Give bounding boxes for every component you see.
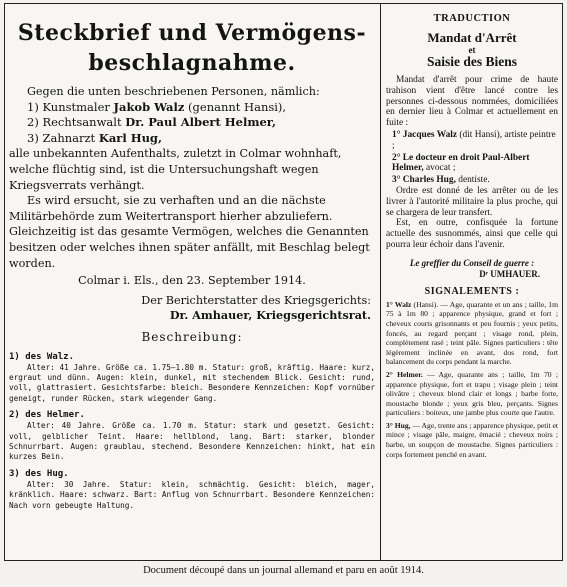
french-paragraph-2: Ordre est donné de les arrêter ou de les livrer à l'autorité militaire la plus proche, qui se chargera de leur transfert. — [386, 185, 558, 218]
french-person: 2° Le docteur en droit Paul-Albert Helmer, avocat ; — [392, 152, 530, 174]
french-column — [386, 8, 558, 556]
german-title-line2: beschlagnahme. — [88, 50, 296, 76]
column-divider — [380, 4, 381, 560]
german-person: 1) Kunstmaler Jakob Walz (genannt Hansi), — [27, 99, 287, 114]
german-person-list — [27, 100, 375, 147]
german-intro: Gegen die unten beschriebenen Personen, nämlich: — [27, 85, 320, 98]
german-column — [9, 8, 375, 556]
signalement-hug: 3° Hug, — Age, trente ans ; apparence physique, petit et mince ; visage pâle, maigre, émacié ; cheveux noirs ; barbe, un soupçon de moustache. Signes particuliers : corps fortement penché en avant. — [386, 420, 558, 459]
description-hug: Alter: 30 Jahre. Statur: klein, schmächtig. Gesicht: bleich, mager, kränklich. Haare: schwarz. Bart: Anflug von Schnurrbart. Besondere Kennzeichen: Nach vorn gebeugte Haltung. — [9, 479, 375, 510]
description-heading-walz: 1) des Walz. — [9, 351, 75, 362]
german-signer-role: Der Berichterstatter des Kriegsgerichts: — [141, 293, 371, 307]
german-person: 3) Zahnarzt Karl Hug, — [27, 130, 162, 145]
french-greffier-name: Dʳ UMHAUER. — [479, 268, 540, 279]
french-title-line2: Saisie des Biens — [426, 54, 518, 69]
french-paragraph-3: Est, en outre, confisquée la fortune actuelle des susnommés, ainsi que celle qui pourra leur échoir dans l'avenir. — [386, 218, 558, 250]
french-paragraph-1: Mandat d'arrêt pour crime de haute trahison vient d'être lancé contre les personnes ci-dessous nommées, domiciliées en dernier lieu à Colmar et actuellement en fuite : — [386, 75, 558, 129]
german-title-line1: Steckbrief und Vermögens- — [17, 20, 367, 46]
german-description-title: Beschreibung: — [141, 329, 243, 344]
french-person-list — [386, 130, 558, 186]
description-heading-helmer: 2) des Helmer. — [9, 410, 85, 421]
german-paragraph-2: Es wird ersucht, sie zu verhaften und an die nächste Militärbehörde zum Weitertransport hierher abzuliefern. Gleichzeitig ist das gesamte Vermögen, welches die Genannten besitzen oder welches ihnen später anfällt, mit Beschlag belegt worden. — [9, 194, 370, 270]
description-heading-hug: 3) des Hug. — [9, 468, 69, 479]
french-title-line1: Mandat d'Arrêt — [427, 30, 517, 45]
german-dateline: Colmar i. Els., den 23. September 1914. — [78, 274, 306, 288]
french-greffier: Le greffier du Conseil de guerre : — [409, 257, 535, 268]
newspaper-clipping — [4, 3, 563, 561]
french-title-et: et — [468, 45, 476, 55]
description-walz: Alter: 41 Jahre. Größe ca. 1.75—1.80 m. Statur: groß, kräftig. Haare: kurz, ergraut und dünn. Augen: klein, dunkel, mit stechendem Blick. Gesicht: rund, voll, glattrasiert. Gesichtsfarbe: bleich. Besondere Kennzeichen: Kopf vornüber geneigt, runder Rücken, stark wiegender Gang. — [9, 362, 375, 403]
description-helmer: Alter: 40 Jahre. Größe ca. 1.70 m. Statur: stark und gesetzt. Gesicht: voll, gelblicher Teint. Haare: hellblond, lang. Bart: starker, blonder Schnurrbart. Augen: graublau, stechend. Besondere Kennzeichen: hinkt, hat ein kurzes Bein. — [9, 421, 375, 462]
german-signer-name: Dr. Amhauer, Kriegsgerichtsrat. — [169, 308, 371, 323]
document-caption: Document découpé dans un journal allemand et paru en août 1914. — [143, 565, 424, 576]
german-person: 2) Rechtsanwalt Dr. Paul Albert Helmer, — [27, 115, 277, 130]
translation-header: TRADUCTION — [433, 13, 511, 24]
french-person: 1° Jacques Walz (dit Hansi), artiste peintre ; — [392, 129, 556, 151]
signalement-walz: 1° Walz (Hansi). — Age, quarante et un ans ; taille, 1m 75 à 1m 80 ; apparence physique, grand et fort ; cheveux courts grisonnants et peu fournis ; yeux petits, foncés, au regard perçant ; visage rond, plein, complètement rasé ; teint pâle. Signes particuliers : tête légèrement inclinée en avant, dos rond, fort balancement du corps pendant la marche. — [386, 299, 558, 367]
signalements-title: SIGNALEMENTS : — [424, 285, 520, 297]
german-paragraph-1: alle unbekannten Aufenthalts, zuletzt in Colmar wohnhaft, welche flüchtig sind, ist die Untersuchungshaft wegen Kriegsverrats verhängt. — [9, 147, 342, 192]
french-person: 3° Charles Hug, dentiste. — [392, 175, 490, 186]
signalement-helmer: 2° Helmer. — Age, quarante ans ; taille, 1m 70 ; apparence physique, fort et trapu ; visage plein ; teint olivâtre ; cheveux blond clair et longs ; barbe forte, moustache blonde ; yeux gris bleu, perçants. Signes particuliers : boiteux, une jambe plus courte que l'autre. — [386, 369, 558, 418]
